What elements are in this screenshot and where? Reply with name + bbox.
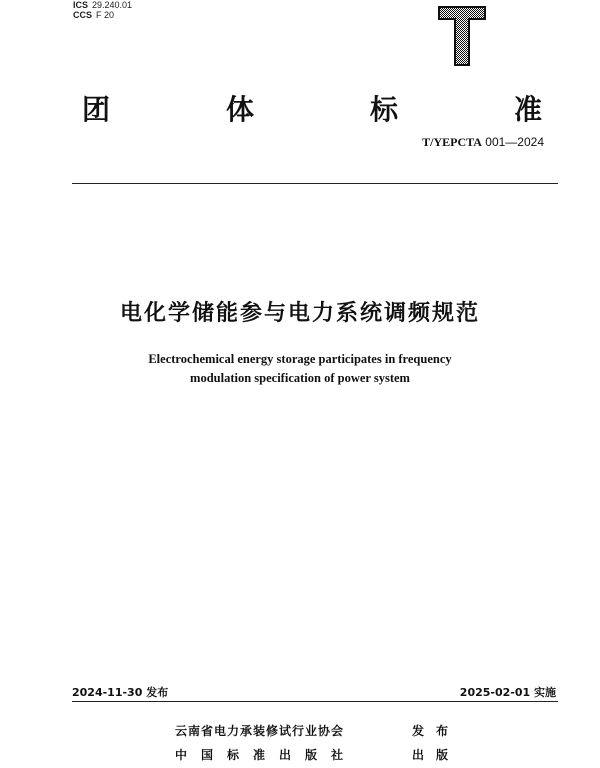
document-title-english-line-2: modulation specification of power system [190, 371, 410, 385]
document-title-english-line-1: Electrochemical energy storage participates in frequency [148, 352, 452, 366]
publishing-action: 出版 [412, 748, 461, 762]
standard-t-logo [438, 6, 486, 66]
issuing-organization: 云南省电力承装修试行业协会 [175, 724, 345, 738]
standard-type-char-2: 体 [226, 93, 255, 126]
standard-type-char-4: 准 [514, 93, 543, 126]
standard-type-heading [80, 88, 550, 128]
standard-type-char-3: 标 [370, 93, 399, 126]
standard-number-prefix: T/YEPCTA [422, 135, 482, 149]
ics-code [73, 0, 132, 10]
release-date: 2024-11-30 发布 [72, 686, 169, 699]
ics-label: ICS [73, 0, 89, 10]
publishing-organization: 中国标准出版社 [175, 748, 358, 762]
ccs-label: CCS [73, 10, 93, 20]
footer-divider [72, 701, 558, 702]
standard-number-value: 001—2024 [485, 135, 544, 149]
standard-type-char-1: 团 [82, 93, 111, 126]
standard-number [422, 135, 544, 150]
document-title-chinese: 电化学储能参与电力系统调频规范 [119, 301, 480, 326]
ics-value: 29.240.01 [92, 0, 133, 10]
classification-codes [73, 0, 132, 20]
issuing-action: 发布 [412, 724, 461, 738]
ccs-code [73, 10, 132, 20]
ccs-value: F 20 [96, 10, 115, 20]
header-divider [72, 183, 558, 184]
implementation-date: 2025-02-01 实施 [459, 686, 556, 699]
